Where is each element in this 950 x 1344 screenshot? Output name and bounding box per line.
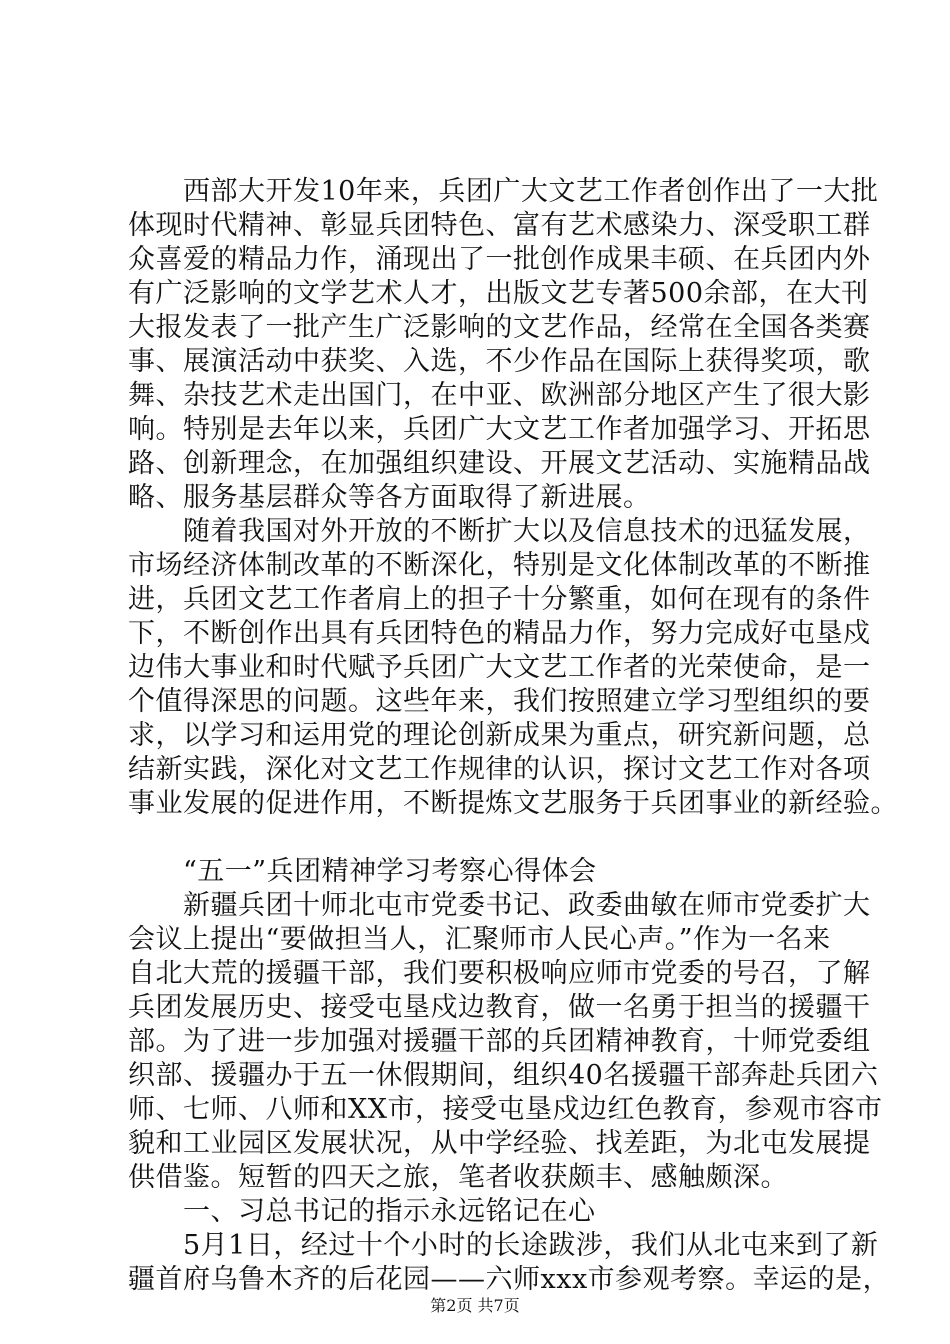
page-number-footer: 第2页 共7页 [430, 1296, 520, 1315]
p1-line-3: 众喜爱的精品力作，涌现出了一批创作成果丰硕、在兵团内外 [128, 244, 871, 275]
p1-line-8: 响。特别是去年以来，兵团广大文艺工作者加强学习、开拓思 [128, 414, 871, 445]
p1-line-7: 舞、杂技艺术走出国门，在中亚、欧洲部分地区产生了很大影 [128, 380, 871, 411]
p1-line-1: 西部大开发10年来，兵团广大文艺工作者创作出了一大批 [183, 176, 879, 207]
p2-line-9: 事业发展的促进作用，不断提炼文艺服务于兵团事业的新经验。 [128, 788, 898, 819]
p1-line-9: 路、创新理念，在加强组织建设、开展文艺活动、实施精品战 [128, 448, 871, 479]
p4-line-1: 5月1日，经过十个小时的长途跋涉，我们从北屯来到了新 [183, 1230, 879, 1261]
p3-line-1: 新疆兵团十师北屯市党委书记、政委曲敏在师市党委扩大 [183, 890, 871, 921]
p3-line-4: 兵团发展历史、接受屯垦戍边教育，做一名勇于担当的援疆干 [128, 992, 871, 1023]
p1-line-4: 有广泛影响的文学艺术人才，出版文艺专著500余部，在大刊 [128, 278, 869, 309]
p2-line-5: 边伟大事业和时代赋予兵团广大文艺工作者的光荣使命，是一 [128, 652, 871, 683]
p3-line-5: 部。为了进一步加强对援疆干部的兵团精神教育，十师党委组 [128, 1026, 871, 1057]
p2-line-4: 下，不断创作出具有兵团特色的精品力作，努力完成好屯垦戍 [128, 618, 871, 649]
p3-line-3: 自北大荒的援疆干部，我们要积极响应师市党委的号召，了解 [128, 958, 871, 989]
p2-line-7: 求，以学习和运用党的理论创新成果为重点，研究新问题，总 [128, 720, 871, 751]
section-heading: 一、习总书记的指示永远铭记在心 [183, 1196, 596, 1227]
p3-line-8: 貌和工业园区发展状况，从中学经验、找差距，为北屯发展提 [128, 1128, 871, 1159]
p1-line-10: 略、服务基层群众等各方面取得了新进展。 [128, 482, 651, 513]
p1-line-2: 体现时代精神、彰显兵团特色、富有艺术感染力、深受职工群 [128, 210, 871, 241]
p4-line-2: 疆首府乌鲁木齐的后花园——六师xxx市参观考察。幸运的是， [128, 1264, 891, 1295]
article-title: “五一”兵团精神学习考察心得体会 [183, 856, 597, 887]
p1-line-6: 事、展演活动中获奖、入选，不少作品在国际上获得奖项，歌 [128, 346, 871, 377]
p2-line-3: 进，兵团文艺工作者肩上的担子十分繁重，如何在现有的条件 [128, 584, 871, 615]
p2-line-6: 个值得深思的问题。这些年来，我们按照建立学习型组织的要 [128, 686, 871, 717]
p2-line-2: 市场经济体制改革的不断深化，特别是文化体制改革的不断推 [128, 550, 871, 581]
p2-line-8: 结新实践，深化对文艺工作规律的认识，探讨文艺工作对各项 [128, 754, 871, 785]
p2-line-1: 随着我国对外开放的不断扩大以及信息技术的迅猛发展， [183, 516, 871, 547]
p3-line-6: 织部、援疆办于五一休假期间，组织40名援疆干部奔赴兵团六 [128, 1060, 879, 1091]
p1-line-5: 大报发表了一批产生广泛影响的文艺作品，经常在全国各类赛 [128, 312, 871, 343]
p3-line-2: 会议上提出“要做担当人，汇聚师市人民心声。”作为一名来 [128, 924, 831, 955]
p3-line-7: 师、七师、八师和XX市，接受屯垦戍边红色教育，参观市容市 [128, 1094, 883, 1125]
p3-line-9: 供借鉴。短暂的四天之旅，笔者收获颇丰、感触颇深。 [128, 1162, 788, 1193]
